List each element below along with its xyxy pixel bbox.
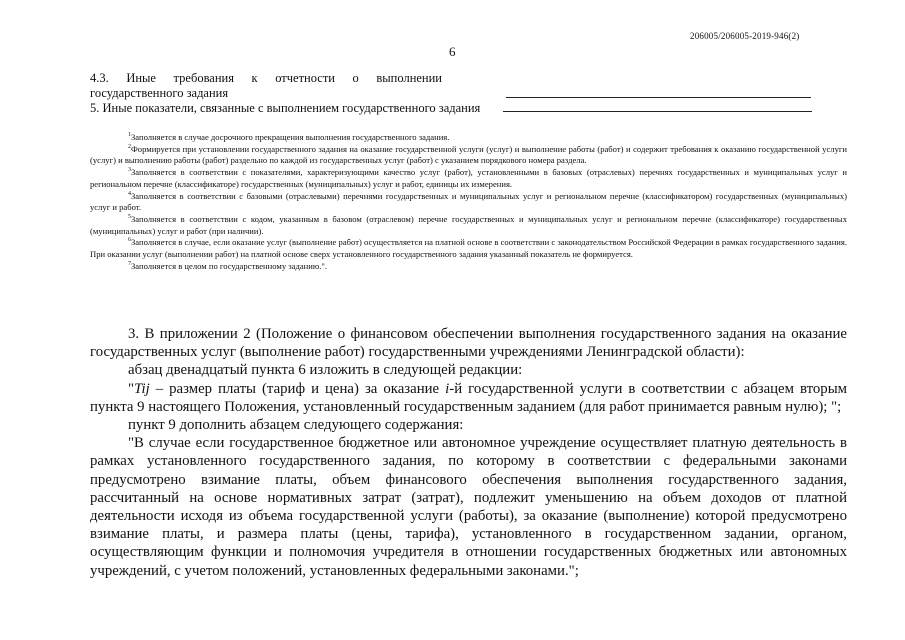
footnote-1 — [90, 132, 847, 144]
footnote-4 — [90, 191, 847, 214]
document-number: 206005/206005-2019-946(2) — [690, 31, 800, 41]
footnote-text: Заполняется в соответствии с показателями, характеризующими качество услуг (работ), установленными в базовых (отраслевых) перечнях государственных и муниципальных услуг и региональном перечне (классификаторе) государственных (муниципальных) услуг и работ, единицы их измерения. — [90, 167, 847, 189]
footnote-mark: 3 — [128, 167, 131, 174]
footnote-mark: 5 — [128, 214, 131, 221]
footnote-5 — [90, 214, 847, 237]
section-4-3-line1: 4.3. Иные требования к отчетности о выполнении — [90, 71, 442, 85]
italic-i: i — [445, 380, 450, 397]
section-4-3-line2: государственного задания — [90, 86, 229, 100]
footnote-mark: 2 — [128, 143, 131, 150]
paragraph-item-9-text: "В случае если государственное бюджетное или автономное учреждение осуществляет платную деятельность в рамках установленного государственного задания, по которому в соответствии с федеральными законами предусмотрено взимание платы, объем финансового обеспечения выполнения государственного задания, рассчитанный на основе нормативных затрат (затрат), подлежит уменьшению на объем доходов от платной деятельности исходя из объема государственной услуги (работы), за оказание (выполнение) которой предусмотрено взимание платы, и размера платы (цены, тарифа), установленного в государственном задании, органом, осуществляющим функции и полномочия учредителя в отношении государственных бюджетных или автономных учреждений, с учетом положений, установленных федеральными законами."; — [90, 435, 847, 579]
main-text — [90, 325, 847, 580]
footnote-text: Заполняется в случае, если оказание услуг (выполнение работ) осуществляется на платной основе в соответствии с законодательством Российской Федерации в рамках государственного задания. При оказании услуг (выполнении работ) на платной основе сверх установленного государственного задания указанный показатель не формируется. — [90, 237, 847, 260]
footnote-7 — [90, 261, 847, 273]
footnote-mark: 4 — [128, 190, 131, 197]
footnote-text: Заполняется в целом по государственному заданию.". — [131, 260, 328, 271]
footnote-text: Формируется при установлении государственного задания на оказание государственной услуги (услуг) и выполнение работы (работ) и содержит требования к оказанию государственной услуги (услуг) и выполнению работы (работ) раздельно по каждой из государственных услуг (работ) с указанием порядкового номера раздела. — [90, 143, 847, 166]
section-5: 5. Иные показатели, связанные с выполнением государственного задания — [90, 101, 481, 115]
paragraph-appendix-2: 3. В приложении 2 (Положение о финансовом обеспечении выполнения государственного задания на оказание государственных услуг (выполнение работ) государственными учреждениями Ленинградской области): — [90, 326, 847, 361]
footnote-mark: 6 — [128, 237, 131, 244]
footnote-text: Заполняется в случае досрочного прекращения выполнения государственного задания. — [131, 132, 450, 142]
footnote-mark: 1 — [128, 132, 131, 139]
paragraph-item-9-intro: пункт 9 дополнить абзацем следующего содержания: — [128, 417, 464, 434]
paragraph-item-6-text — [90, 380, 847, 416]
footnote-6 — [90, 237, 847, 260]
page-number: 6 — [449, 44, 456, 59]
footnote-text: Заполняется в соответствии с кодом, указанным в базовом (отраслевом) перечне государственных и муниципальных услуг и региональном перечне (классификаторе) государственных (муниципальных) услуг и работ (при наличии). — [90, 213, 847, 236]
footnote-mark: 7 — [128, 260, 131, 267]
definition-dash: – размер платы (тариф и цена) за оказание — [149, 380, 446, 397]
paragraph-item-6-intro: абзац двенадцатый пункта 6 изложить в следующей редакции: — [128, 362, 523, 379]
fill-line-5 — [503, 111, 812, 112]
fill-line-4-3 — [506, 97, 811, 98]
section-4-3 — [90, 71, 442, 101]
footnote-text: Заполняется в соответствии с базовыми (отраслевыми) перечнями государственных и муниципальных услуг и региональном перечне (классификатором) государственных (муниципальных) услуг и работ. — [90, 190, 847, 213]
footnotes — [90, 132, 847, 272]
definition-rest: -й государственной услуги в соответствии с абзацем вторым пункта 9 настоящего Положения, установленный государственным заданием (для работ принимается равным нулю); "; — [90, 380, 847, 415]
formula-symbol: Tij — [134, 380, 150, 397]
quote-open: " — [128, 380, 135, 397]
footnote-3 — [90, 167, 847, 190]
footnote-2 — [90, 144, 847, 167]
